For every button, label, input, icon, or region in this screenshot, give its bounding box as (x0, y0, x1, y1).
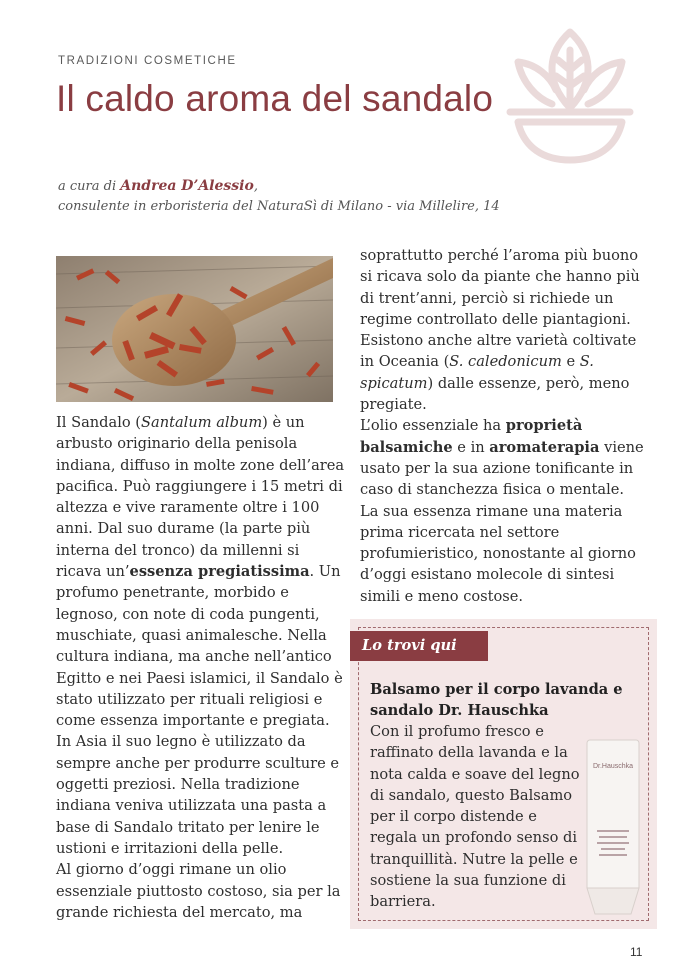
species-name: Santalum album (141, 414, 263, 431)
text-run: ) è un arbusto originario della penisola indiana, diffuso in molte zone dell’area pacifica. Può raggiungere i 15 metri di altezza e vive raramente oltre i 100 anni. Dal suo durame (la parte più interna del tronco) da millenni si ricava un’ (56, 414, 345, 581)
byline-prefix: a cura di (58, 179, 121, 194)
product-box-tag: Lo trovi qui (350, 631, 488, 661)
paragraph: La sua essenza rimane una materia prima ricercata nel settore profumieristico, nonostante al giorno d’oggi esistano molecole di sintesi simili e meno costose. (360, 502, 636, 605)
paragraph (360, 245, 650, 415)
paragraph (360, 415, 650, 500)
highlight-term: essenza pregiatissima (129, 563, 310, 581)
left-column (56, 412, 346, 923)
text-run: . Un profumo penetrante, morbido e legnoso, con note di coda pungenti, muschiate, quasi animalesche. Nella cultura indiana, ma anche nell’antico Egitto e nei Paesi islamici, il Sandalo è stato utilizzato per rituali religiosi e come essenza importante e pregiata. In Asia il suo legno è utilizzato da sempre anche per produrre sculture e oggetti preziosi. Nella tradizione indiana veniva utilizzata una pasta a base di Sandalo tritato per lenire le ustioni e irritazioni della pelle. (56, 563, 343, 857)
text-run: viene usato per la sua azione tonificante in caso di stanchezza fisica o mentale. (360, 438, 644, 499)
page-title: Il caldo aroma del sandalo (56, 78, 494, 119)
byline-comma: , (253, 179, 258, 194)
species-name: S. caledonicum (449, 353, 562, 371)
paragraph (56, 412, 346, 859)
text-run: Il Sandalo ( (56, 414, 141, 431)
highlight-term: proprietà balsamiche (360, 417, 583, 456)
product-description: Con il profumo fresco e raffinato della lavanda e la nota calda e soave del legno di sandalo, questo Balsamo per il corpo distende e regala un profondo senso di tranquillità. Nutre la pelle e sostiene la sua funzione di barriera. (370, 723, 580, 911)
author-name: Andrea D’Alessio (120, 178, 254, 194)
page-number: 11 (630, 945, 643, 959)
text-run: soprattutto perché l’aroma più buono si ricava solo da piante che hanno più di trent’anni, perciò si richiede un regime controllato delle piantagioni. Esistono anche altre varietà coltivate in Oceania ( (360, 247, 640, 371)
species-name: S. spicatum (360, 353, 594, 392)
text-run: e (561, 353, 580, 371)
author-role: consulente in erboristeria del NaturaSì di Milano - via Millelire, 14 (58, 199, 500, 214)
lotus-bowl-logo-icon (496, 20, 644, 170)
paragraph: Al giorno d’oggi rimane un olio essenziale piuttosto costoso, sia per la grande richiesta del mercato, ma (56, 861, 341, 921)
product-tube-image (583, 738, 643, 916)
text-run: ) dalle essenze, però, meno pregiate. (360, 374, 630, 414)
product-title: Balsamo per il corpo lavanda e sandalo Dr. Hauschka (370, 681, 623, 720)
tube-brand-label: Dr.Hauschka (592, 763, 634, 770)
right-column (360, 245, 650, 607)
section-kicker: TRADIZIONI COSMETICHE (58, 55, 237, 67)
text-run: L’olio essenziale ha (360, 417, 506, 435)
highlight-term: aromaterapia (489, 438, 600, 456)
byline (58, 176, 500, 217)
sandalwood-spoon-photo (56, 256, 333, 402)
text-run: e in (452, 438, 490, 456)
